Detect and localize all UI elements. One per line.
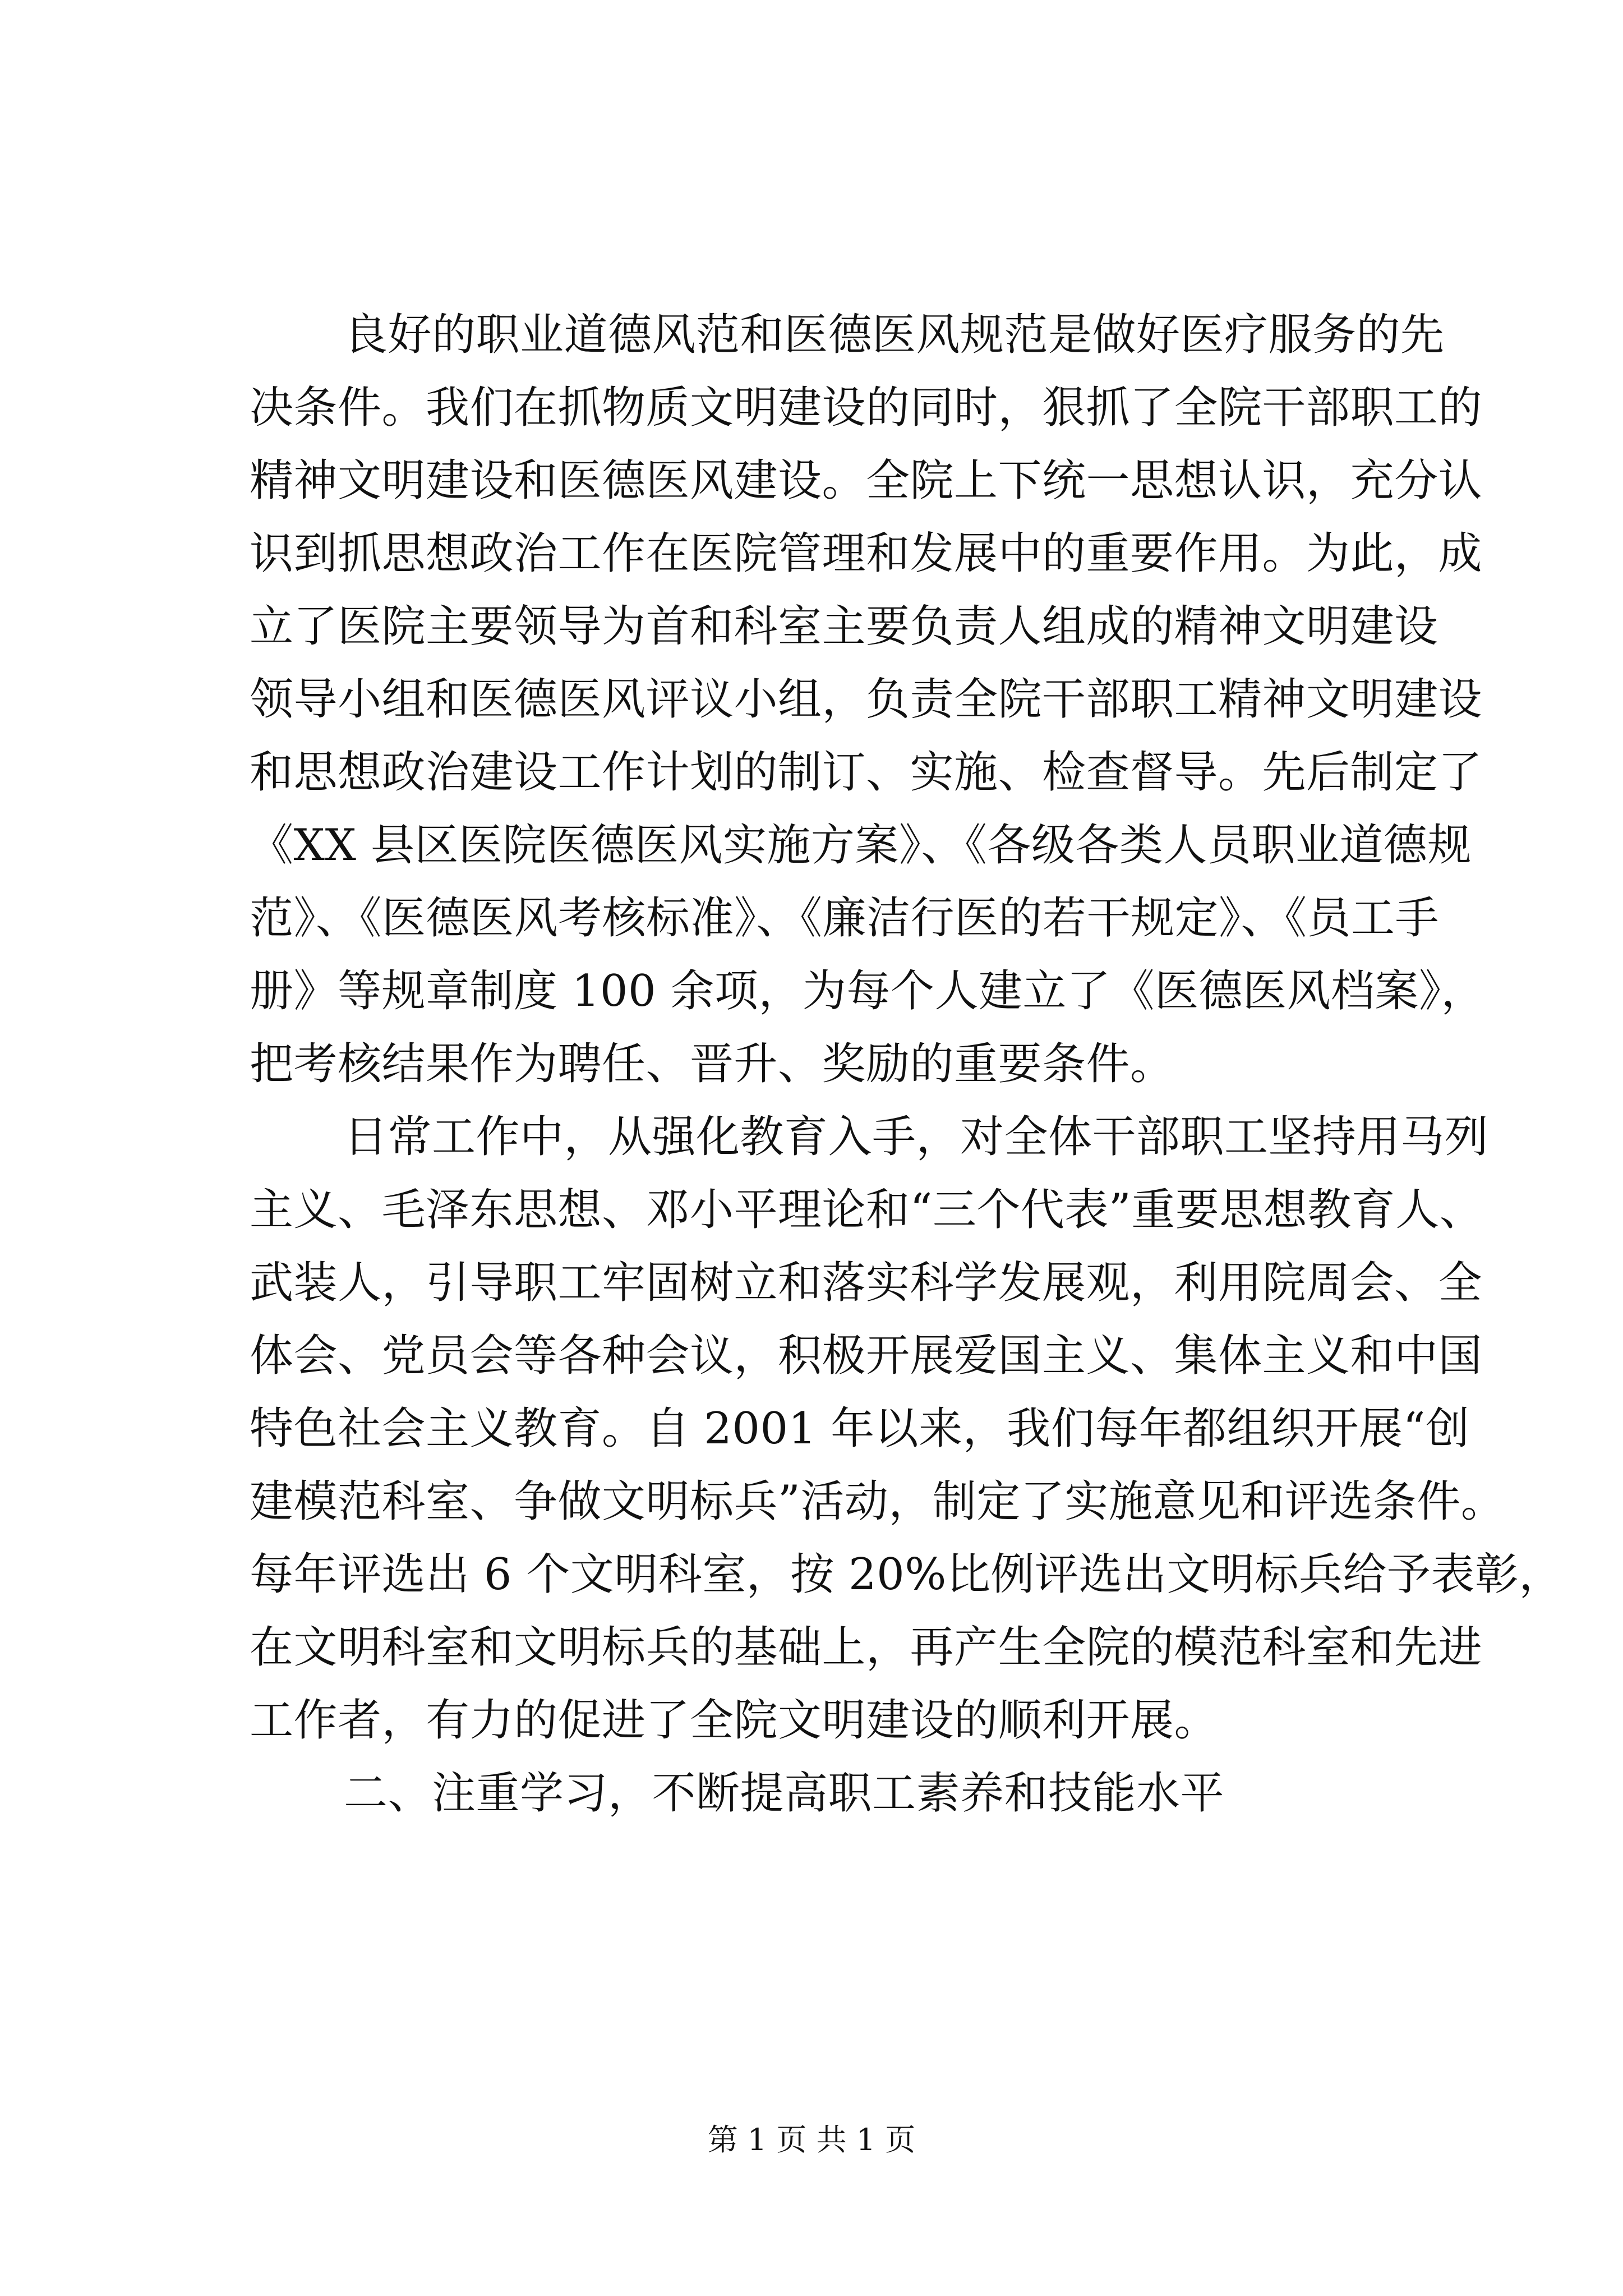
paragraph-2-line-9: 工作者，有力的促进了全院文明建设的顺利开展。 [250, 1695, 1219, 1746]
page-footer: 第 1 页 共 1 页 [707, 2122, 916, 2157]
paragraph-2-line-2: 主义、毛泽东思想、邓小平理论和“三个代表”重要思想教育人、 [250, 1185, 1484, 1235]
paragraph-1-line-8: 《XX 县区医院医德医风实施方案》、《各级各类人员职业道德规 [250, 820, 1472, 871]
paragraph-2-line-5: 特色社会主义教育。自 2001 年以来，我们每年都组织开展“创 [250, 1404, 1470, 1454]
paragraph-2-line-7: 每年评选出 6 个文明科室，按 20%比例评选出文明标兵给予表彰， [250, 1549, 1563, 1600]
paragraph-2-line-3: 武装人，引导职工牢固树立和落实科学发展观，利用院周会、全 [250, 1258, 1483, 1308]
paragraph-1-line-1: 良好的职业道德风范和医德医风规范是做好医疗服务的先 [344, 310, 1445, 360]
paragraph-1-line-5: 立了医院主要领导为首和科室主要负责人组成的精神文明建设 [250, 601, 1438, 652]
paragraph-1-line-3: 精神文明建设和医德医风建设。全院上下统一思想认识，充分认 [250, 455, 1483, 506]
paragraph-1-line-7: 和思想政治建设工作计划的制订、实施、检查督导。先后制定了 [250, 747, 1483, 798]
paragraph-2-line-8: 在文明科室和文明标兵的基础上，再产生全院的模范科室和先进 [250, 1622, 1483, 1673]
paragraph-1-line-2: 决条件。我们在抓物质文明建设的同时，狠抓了全院干部职工的 [250, 383, 1483, 433]
paragraph-2-line-6: 建模范科室、争做文明标兵”活动，制定了实施意见和评选条件。 [250, 1476, 1505, 1527]
paragraph-1-line-11: 把考核结果作为聘任、晋升、奖励的重要条件。 [250, 1039, 1174, 1089]
paragraph-1-line-4: 识到抓思想政治工作在医院管理和发展中的重要作用。为此，成 [250, 528, 1483, 579]
section-heading: 二、注重学习，不断提高职工素养和技能水平 [344, 1768, 1225, 1819]
document-body [250, 298, 1563, 1830]
paragraph-2-line-4: 体会、党员会等各种会议，积极开展爱国主义、集体主义和中国 [250, 1331, 1483, 1381]
paragraph-1-line-9: 范》、《医德医风考核标准》、《廉洁行医的若干规定》、《员工手 [250, 893, 1440, 944]
paragraph-1-line-10: 册》等规章制度 100 余项，为每个人建立了《医德医风档案》， [250, 966, 1485, 1016]
paragraph-2-line-1: 日常工作中，从强化教育入手，对全体干部职工坚持用马列 [344, 1112, 1489, 1162]
paragraph-1-line-6: 领导小组和医德医风评议小组，负责全院干部职工精神文明建设 [250, 674, 1483, 725]
